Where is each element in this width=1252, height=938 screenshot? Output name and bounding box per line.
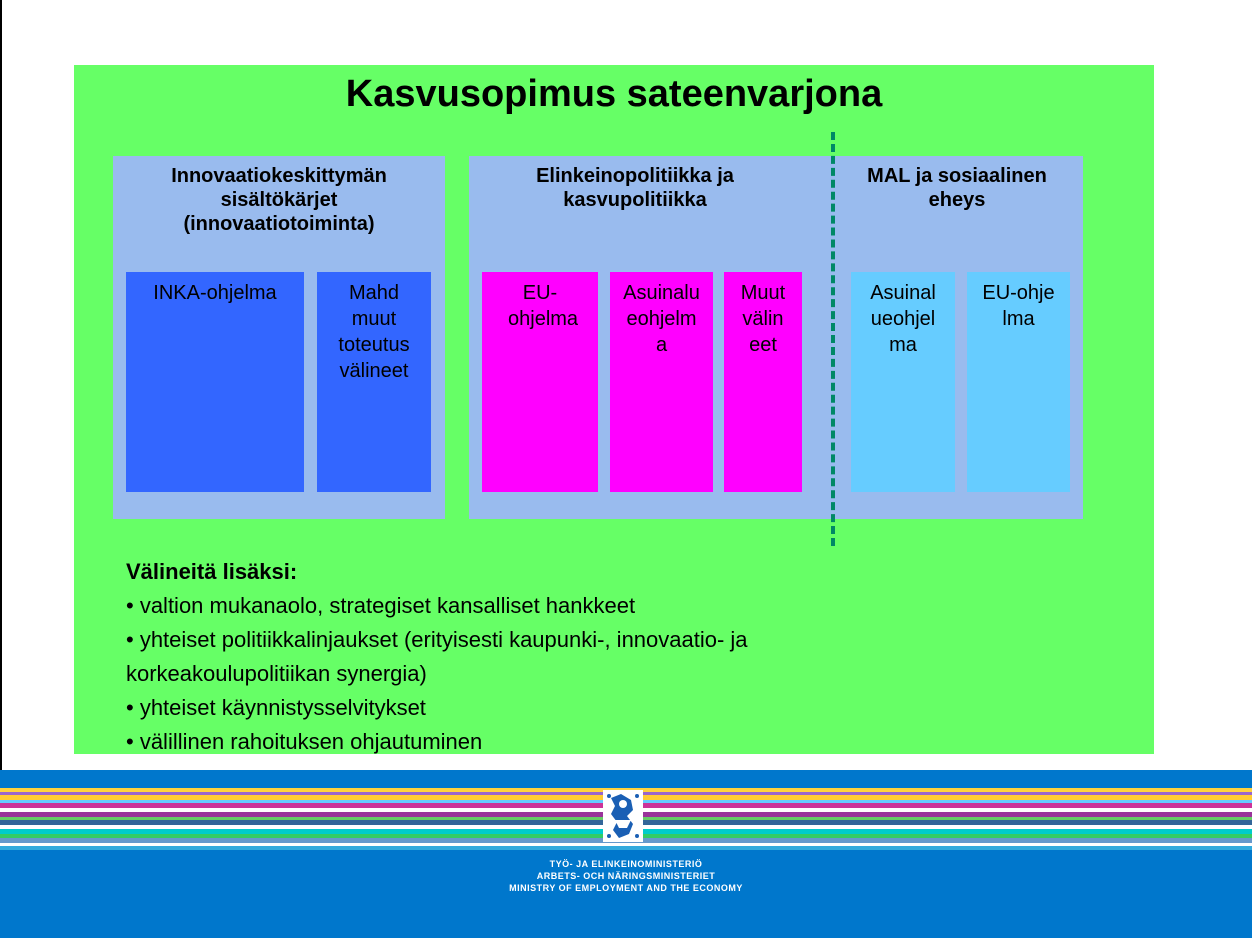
program-other-tools: Mahd muut toteutus välineet: [317, 272, 431, 492]
note-line: • yhteiset käynnistysselvitykset: [126, 695, 426, 720]
additional-tools-heading: Välineitä lisäksi:: [126, 559, 298, 584]
left-border: [0, 0, 2, 770]
ministry-name-en: MINISTRY OF EMPLOYMENT AND THE ECONOMY: [509, 883, 743, 893]
group-innovation-title: Innovaatiokeskittymän sisältökärjet (innovaatiotoiminta): [171, 165, 387, 235]
dashed-divider: [831, 132, 835, 546]
ministry-name-fi: TYÖ- JA ELINKEINOMINISTERIÖ: [549, 859, 703, 869]
program-inka: INKA-ohjelma: [126, 272, 304, 492]
group-innovation: [113, 156, 445, 519]
ministry-name: [0, 858, 1252, 894]
slide: [74, 65, 1154, 754]
group-business-policy-title: Elinkeinopolitiikka ja kasvupolitiikka: [536, 165, 734, 211]
finnish-lion-crest-icon: [603, 790, 643, 842]
program-mal-residential: Asuinalueohjelma: [851, 272, 955, 492]
ministry-name-sv: ARBETS- OCH NÄRINGSMINISTERIET: [536, 871, 716, 881]
note-line: korkeakoulupolitiikan synergia): [126, 661, 427, 686]
program-other-means: Muut välineet: [724, 272, 802, 492]
program-residential: Asuinalueohjelma: [610, 272, 713, 492]
program-mal-eu: EU-ohjelma: [967, 272, 1070, 492]
slide-title: Kasvusopimus sateenvarjona: [345, 73, 883, 115]
program-eu: EU-ohjelma: [482, 272, 598, 492]
group-mal-title: MAL ja sosiaalinen eheys: [867, 165, 1047, 211]
note-line: • valtion mukanaolo, strategiset kansalliset hankkeet: [126, 593, 636, 618]
group-mal: [831, 156, 1083, 519]
note-line: • välillinen rahoituksen ohjautuminen: [126, 729, 483, 754]
additional-tools: [126, 555, 748, 759]
note-line: • yhteiset politiikkalinjaukset (erityisesti kaupunki-, innovaatio- ja: [126, 627, 748, 652]
footer-banner: [0, 770, 1252, 938]
group-business-policy: [469, 156, 831, 519]
